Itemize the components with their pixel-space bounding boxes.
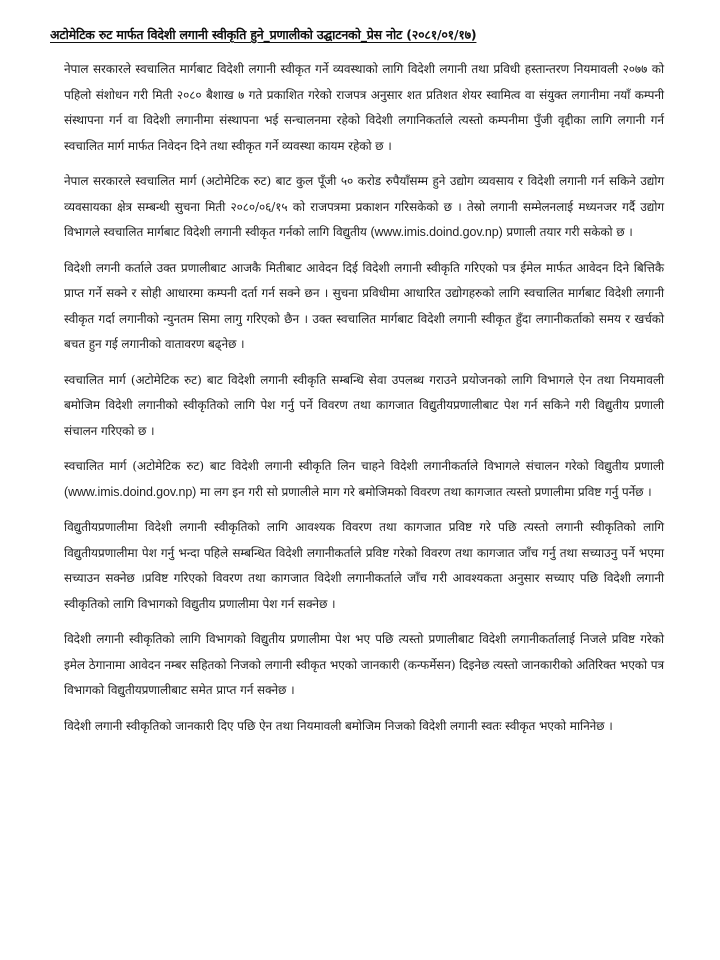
imis-url-link: (www.imis.doind.gov.np) (370, 225, 503, 239)
imis-url-link: (www.imis.doind.gov.np) (64, 484, 197, 499)
paragraph-8: विदेशी लगानी स्वीकृतिको जानकारी दिए पछि ऐन तथा नियमावली बमोजिम निजको विदेशी लगानी स्वतः स्वीकृत भएको मानिनेछ । (64, 718, 613, 733)
paragraph-5-text-before-url: स्वचालित मार्ग (अटोमेटिक रुट) बाट विदेशी लगानी स्वीकृति लिन चाहने विदेशी लगानीकर्ताले विभागले संचालन गरेको विद्युतीय प्रणाली (64, 459, 664, 473)
document-title: अटोमेटिक रुट मार्फत विदेशी लगानी स्वीकृति हुने_प्रणालीको उद्घाटनको_प्रेस नोट (२०८१/०१/१७) (50, 27, 477, 42)
paragraph-2-text-before-url: नेपाल सरकारले स्वचालित मार्ग (अटोमेटिक रुट) बाट कुल पूँजी ५० करोड रुपैयाँसम्म हुने उद्योग व्यवसाय र विदेशी लगानी गर्न सकिने उद्योग व्यवसायका क्षेत्र सम्बन्धी सुचना मिती २०८०/०६/१५ को राजपत्रमा प्रकाशन गरिसकेको छ । तेस्रो लगानी सम्मेलनलाई मध्यनजर गर्दै उद्योग विभागले स्वचालित मार्गबाट विदेशी लगानी स्वीकृत गर्नको लागि विद्युतीय (64, 174, 664, 239)
paragraph-1: नेपाल सरकारले स्वचालित मार्गबाट विदेशी लगानी स्वीकृत गर्ने व्यवस्थाको लागि विदेशी लगानी तथा प्रविधी हस्तान्तरण नियमावली २०७७ को पहिलो संशोधन गरी मिती २०८० बैशाख ७ गते प्रकाशित गरेको राजपत्र अनुसार शत प्रतिशत शेयर स्वामित्व वा संयुक्त लगानीमा नयाँ कम्पनी संस्थापना गर्न वा विदेशी लगानीमा संस्थापना भई सन्चालनमा रहेको विदेशी लगानिकर्ताले त्यस्तो कम्पनीमा पुँजी वृद्दीका लागि लगानी गर्न स्वचालित मार्ग मार्फत निवेदन दिने तथा स्वीकृत गर्ने व्यवस्था कायम रहेको छ । (64, 62, 664, 153)
paragraph-3: विदेशी लगनी कर्ताले उक्त प्रणालीबाट आजकै मितीबाट आवेदन दिई विदेशी लगानी स्वीकृति गरिएको पत्र ईमेल मार्फत आवेदन दिने बित्तिकै प्राप्त गर्ने सक्ने र सोही आधारमा कम्पनी दर्ता गर्न सक्ने छन । सुचना प्रविधीमा आधारित उद्योगहरुको लागि स्वचालित मार्गबाट विदेशी लगानी स्वीकृत गर्दा लगानीको न्युनतम सिमा लागु गरिएको छैन । उक्त स्वचालित मार्गबाट विदेशी लगानी स्वीकृत हुँदा लगानीकर्ताको समय र खर्चको बचत हुन गई लगानीको वातावरण बढ्नेछ । (64, 260, 664, 351)
press-note-document (50, 26, 664, 749)
paragraph-2 (64, 169, 664, 246)
paragraph-2-text-after-url: प्रणाली तयार गरी सकेको छ । (502, 225, 633, 239)
paragraph-4: स्वचालित मार्ग (अटोमेटिक रुट) बाट विदेशी लगानी स्वीकृति सम्बन्धि सेवा उपलब्ध गराउने प्रयोजनको लागि विभागले ऐन तथा नियमावली बमोजिम विदेशी लगानीको स्वीकृतिको लागि पेश गर्नु पर्ने विवरण तथा कागजात विद्युतीयप्रणालीबाट पेश गर्न सकिने गरी विद्युतीय प्रणाली संचालन गरिएको छ । (64, 372, 664, 438)
paragraph-6: विद्युतीयप्रणालीमा विदेशी लगानी स्वीकृतिको लागि आवश्यक विवरण तथा कागजात प्रविष्ट गरे पछि त्यस्तो लगानी स्वीकृतिको लागि विद्युतीयप्रणालीमा पेश गर्नु भन्दा पहिले सम्बन्धित विदेशी लगानीकर्ताले प्रविष्ट गरेको विवरण तथा कागजात जाँच गर्नु तथा सच्याउनु पर्ने भएमा सच्याउन सक्नेछ ।प्रविष्ट गरिएको विवरण तथा कागजात विदेशी लगानीकर्ताले जाँच गरी आवश्यकता अनुसार सच्याए पछि विदेशी लगानी स्वीकृतिको लागि विभागको विद्युतीय प्रणालीमा पेश गर्न सक्नेछ । (64, 520, 664, 611)
paragraph-5-text-after-url: मा लग इन गरी सो प्रणालीले माग गरे बमोजिमको विवरण तथा कागजात त्यस्तो प्रणालीमा प्रविष्ट गर्नु पर्नेछ । (196, 484, 652, 499)
paragraph-7: विदेशी लगानी स्वीकृतिको लागि विभागको विद्युतीय प्रणालीमा पेश भए पछि त्यस्तो प्रणालीबाट विदेशी लगानीकर्तालाई निजले प्रविष्ट गरेको इमेल ठेगानामा आवेदन नम्बर सहितको निजको लगानी स्वीकृत भएको जानकारी (कन्फर्मेसन) दिइनेछ त्यस्तो जानकारीको अतिरिक्त भएको पत्र विभागको विद्युतीयप्रणालीबाट समेत प्राप्त गर्न सक्नेछ । (64, 632, 664, 697)
paragraph-5 (64, 454, 664, 505)
